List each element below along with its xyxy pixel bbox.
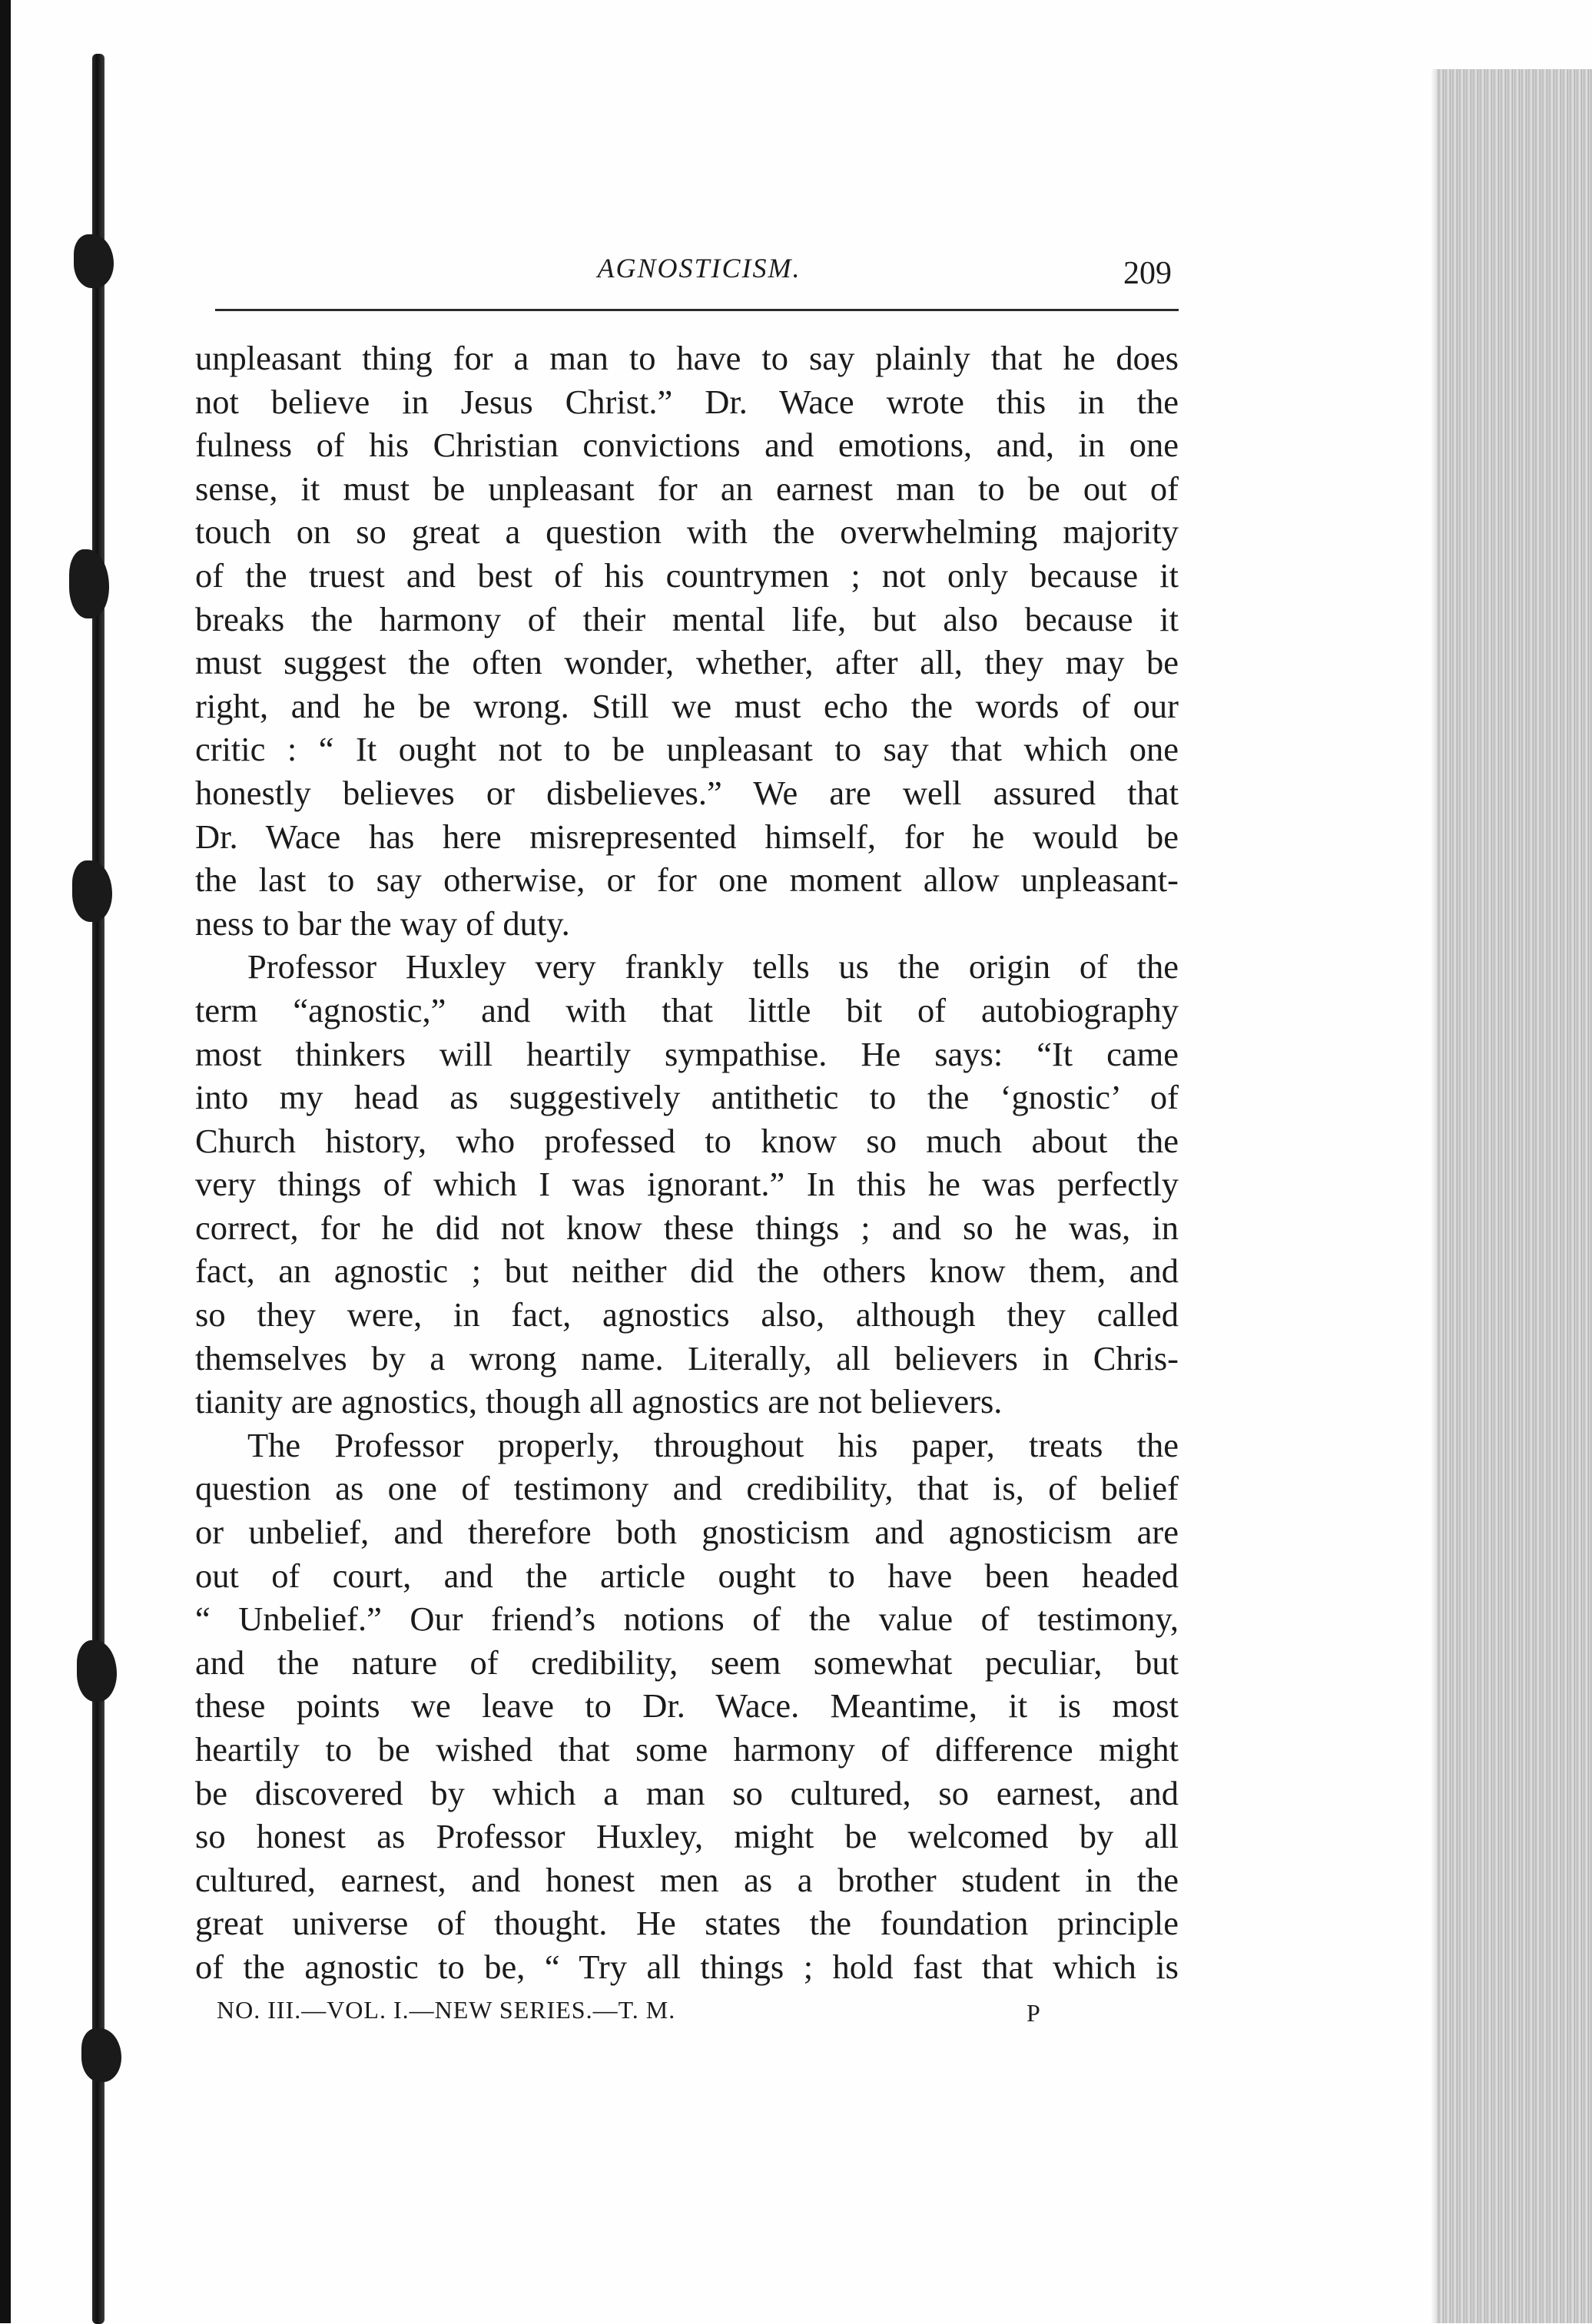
text-line: term “agnostic,” and with that little bit of autobiography	[195, 990, 1179, 1029]
text-line: fulness of his Christian convictions and emotions, and, in one	[195, 426, 1179, 465]
book-page-edges	[1437, 69, 1592, 2323]
text-line: sense, it must be unpleasant for an earnest man to be out of	[195, 469, 1179, 508]
text-line: great universe of thought. He states the foundation principle	[195, 1904, 1179, 1943]
text-line: into my head as suggestively antithetic to the ‘gnostic’ of	[195, 1078, 1179, 1117]
text-line: question as one of testimony and credibility, that is, of belief	[195, 1469, 1179, 1508]
text-line: critic : “ It ought not to be unpleasant to say that which one	[195, 730, 1179, 769]
body-text	[195, 336, 1179, 1989]
text-line: correct, for he did not know these things ; and so he was, in	[195, 1208, 1179, 1247]
text-line: right, and he be wrong. Still we must echo the words of our	[195, 686, 1179, 725]
text-line: Dr. Wace has here misrepresented himself, for he would be	[195, 817, 1179, 856]
text-line: most thinkers will heartily sympathise. He says: “It came	[195, 1034, 1179, 1073]
text-line: the last to say otherwise, or for one moment allow unpleasant-	[195, 860, 1179, 900]
scan-left-edge	[0, 0, 11, 2323]
header-rule	[215, 309, 1179, 311]
text-line: these points we leave to Dr. Wace. Meantime, it is most	[195, 1686, 1179, 1726]
text-line: so honest as Professor Huxley, might be welcomed by all	[195, 1817, 1179, 1856]
text-line: of the agnostic to be, “ Try all things ; hold fast that which is	[195, 1947, 1179, 1986]
text-line: cultured, earnest, and honest men as a brother student in the	[195, 1860, 1179, 1899]
text-line: Church history, who professed to know so much about the	[195, 1121, 1179, 1160]
page-number: 209	[1123, 256, 1172, 291]
text-line: tianity are agnostics, though all agnostics are not believers.	[195, 1382, 1003, 1421]
binding-gutter	[92, 54, 104, 2324]
text-line: ness to bar the way of duty.	[195, 903, 570, 943]
text-line: heartily to be wished that some harmony of difference might	[195, 1730, 1179, 1769]
signature-line: NO. III.—VOL. I.—NEW SERIES.—T. M.	[217, 1996, 676, 2024]
text-line: Professor Huxley very frankly tells us the origin of the	[247, 947, 1179, 986]
text-line: or unbelief, and therefore both gnosticism and agnosticism are	[195, 1513, 1179, 1552]
text-line: of the truest and best of his countrymen ; not only because it	[195, 555, 1179, 595]
text-line: not believe in Jesus Christ.” Dr. Wace wrote this in the	[195, 382, 1179, 421]
text-line: must suggest the often wonder, whether, after all, they may be	[195, 643, 1179, 682]
text-line: touch on so great a question with the overwhelming majority	[195, 512, 1179, 552]
text-line: breaks the harmony of their mental life, but also because it	[195, 599, 1179, 638]
text-line: very things of which I was ignorant.” In this he was perfectly	[195, 1165, 1179, 1204]
text-line: fact, an agnostic ; but neither did the others know them, and	[195, 1252, 1179, 1291]
text-line: honestly believes or disbelieves.” We are well assured that	[195, 773, 1179, 812]
text-line: be discovered by which a man so cultured, so earnest, and	[195, 1773, 1179, 1812]
text-line: so they were, in fact, agnostics also, although they called	[195, 1295, 1179, 1334]
signature-mark: P	[1027, 1999, 1040, 2027]
running-head: AGNOSTICISM.	[597, 253, 801, 283]
text-line: unpleasant thing for a man to have to say plainly that he does	[195, 339, 1179, 377]
text-line: The Professor properly, throughout his paper, treats the	[247, 1425, 1179, 1464]
text-line: out of court, and the article ought to have been headed	[195, 1556, 1179, 1595]
text-line: and the nature of credibility, seem somewhat peculiar, but	[195, 1643, 1179, 1682]
text-line: “ Unbelief.” Our friend’s notions of the value of testimony,	[195, 1600, 1179, 1639]
text-line: themselves by a wrong name. Literally, all believers in Chris-	[195, 1338, 1179, 1377]
